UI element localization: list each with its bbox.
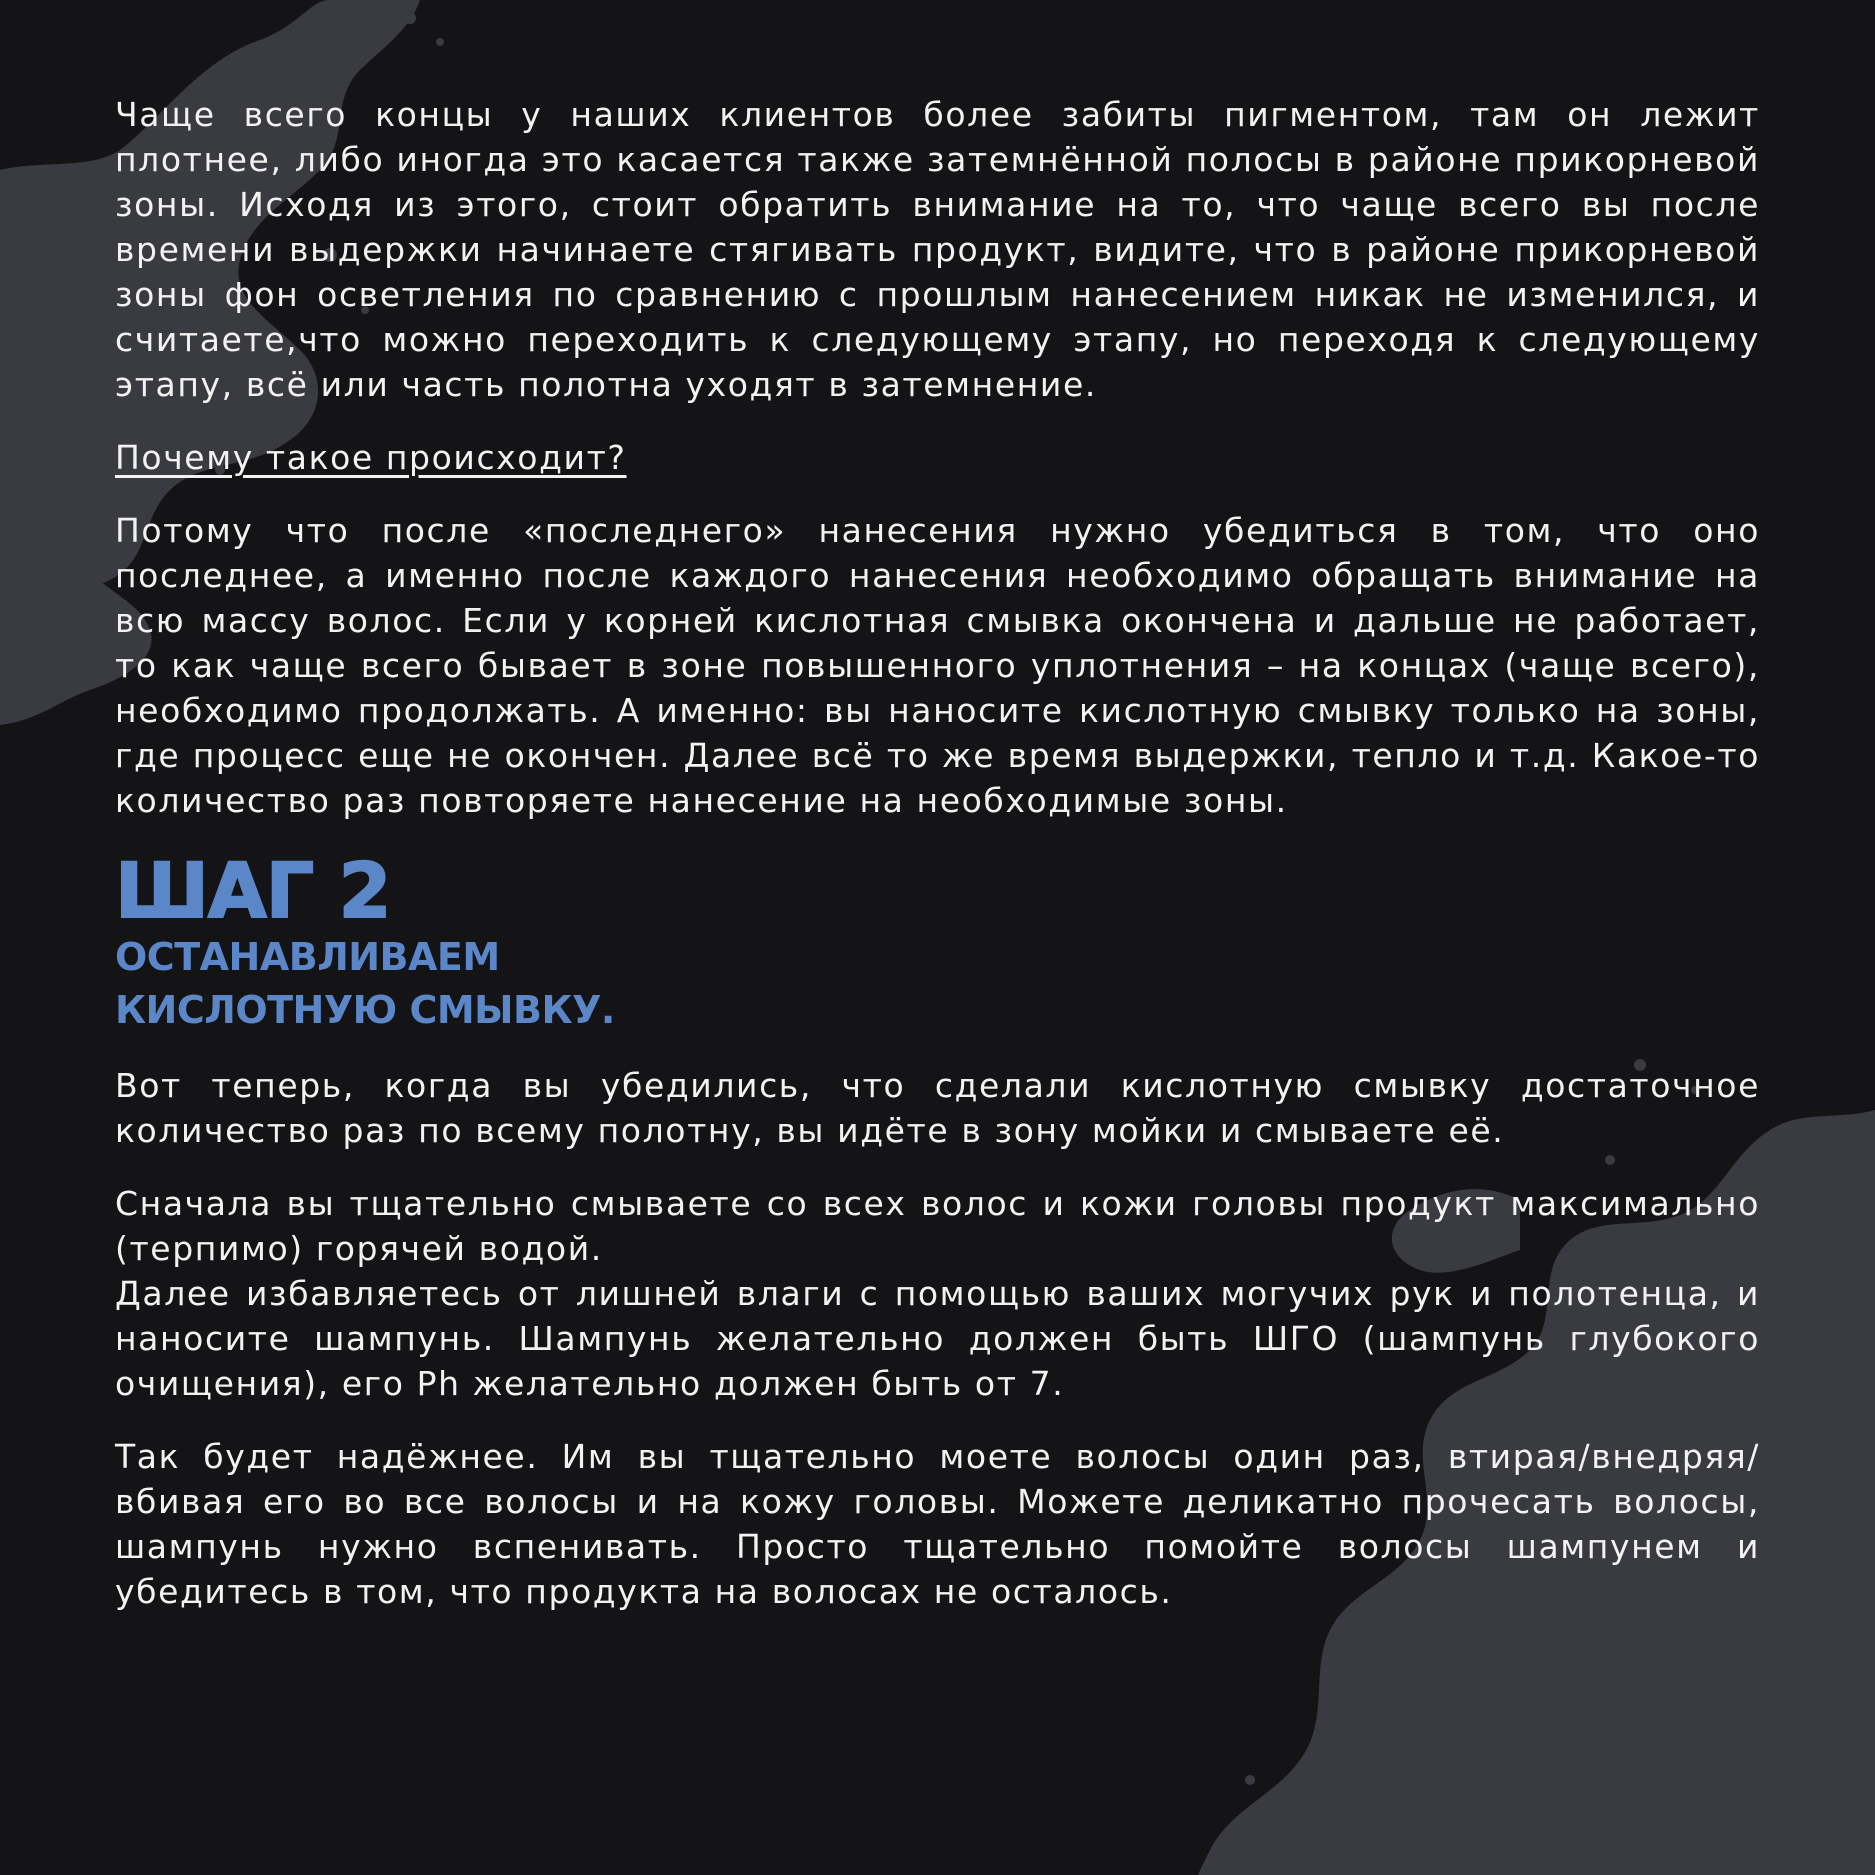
step-heading-block [115,846,1760,1037]
main-content [115,92,1760,1642]
step-paragraph-4: Так будет надёжнее. Им вы тщательно моете волосы один раз, втирая/внедряя/вбивая его во все волосы и на кожу головы. Можете деликатно прочесать волосы, шампунь нужно вспенивать. Просто тщательно помойте волосы шампунем и убедитесь в том, что продукта на волосах не осталось. [115,1437,1760,1611]
step-paragraph-2: Сначала вы тщательно смываете со всех волос и кожи головы продукт максимально (терпимо) горячей водой. [115,1184,1760,1268]
answer-paragraph: Потому что после «последнего» нанесения нужно убедиться в том, что оно последнее, а именно после каждого нанесения необходимо обращать внимание на всю массу волос. Если у корней кислотная смывка окончена и дальше не работает, то как чаще всего бывает в зоне повышенного уплотнения – на концах (чаще всего), необходимо продолжать. А именно: вы наносите кислотную смывку только на зоны, где процесс еще не окончен. Далее всё то же время выдержки, тепло и т.д. Какое-то количество раз повторяете нанесение на необходимые зоны. [115,511,1760,820]
step-paragraph-3: Далее избавляетесь от лишней влаги с помощью ваших могучих рук и полотенца, и наносите шампунь. Шампунь желательно должен быть ШГО (шампунь глубокого очищения), его Ph желательно должен быть от 7. [115,1274,1760,1403]
step-paragraph-1: Вот теперь, когда вы убедились, что сделали кислотную смывку достаточное количество раз по всему полотну, вы идёте в зону мойки и смываете её. [115,1066,1760,1150]
step-subtitle-line-2: КИСЛОТНУЮ СМЫВКУ. [115,988,615,1032]
step-subtitle-line-1: ОСТАНАВЛИВАЕМ [115,935,500,979]
step-title: ШАГ 2 [115,846,391,935]
intro-paragraph: Чаще всего концы у наших клиентов более забиты пигментом, там он лежит плотнее, либо иногда это касается также затемнённой полосы в районе прикорневой зоны. Исходя из этого, стоит обратить внимание на то, что чаще всего вы после времени выдержки начинаете стягивать продукт, видите, что в районе прикорневой зоны фон осветления по сравнению с прошлым нанесением никак не изменился, и считаете,что можно переходить к следующему этапу, но переходя к следующему этапу, всё или часть полотна уходят в затемнение. [115,95,1760,404]
question-heading: Почему такое происходит? [115,438,627,477]
